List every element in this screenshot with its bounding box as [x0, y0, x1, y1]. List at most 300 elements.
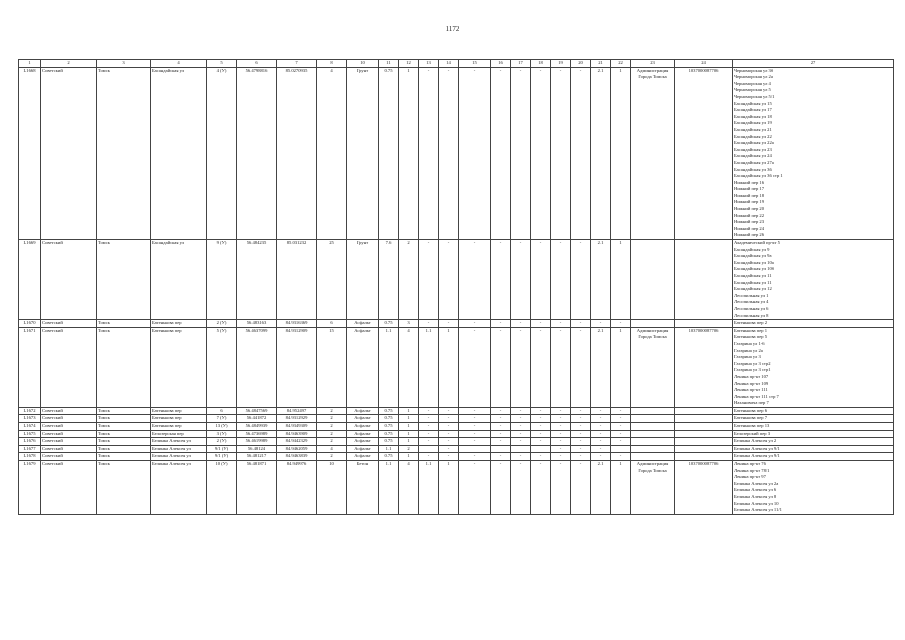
table-cell: -	[459, 320, 491, 328]
table-cell: Администрация Города Томска	[631, 327, 675, 407]
table-cell: Томск	[97, 430, 151, 438]
table-cell: 0.75	[379, 67, 399, 239]
table-row	[19, 320, 894, 328]
table-cell	[631, 240, 675, 320]
table-cell: 7 (У)	[207, 415, 237, 423]
table-cell: -	[419, 430, 439, 438]
table-cell: Грунт	[347, 67, 379, 239]
address-line: Гагарина ул 3 стр2	[734, 360, 771, 366]
address-line: Батенькова пер 1	[734, 327, 767, 333]
table-cell: Советский	[41, 320, 97, 328]
table-cell: 84.9316369	[277, 320, 317, 328]
address-line: Батенькова пер 7	[734, 415, 767, 421]
address-line: Белинка Алексея ул 9/1	[734, 453, 780, 459]
table-row	[19, 453, 894, 461]
address-line: Басандайская ул 36 стр 1	[734, 173, 783, 179]
table-cell: 1037000087706	[675, 461, 733, 515]
table-cell: -	[531, 415, 551, 423]
address-line: Гагарина ул 3	[734, 354, 761, 360]
table-cell: -	[611, 438, 631, 446]
table-cell: -	[531, 327, 551, 407]
column-header: 2	[41, 60, 97, 68]
table-cell: -	[571, 240, 591, 320]
table-cell: -	[459, 67, 491, 239]
table-cell: -	[419, 240, 439, 320]
table-cell: Советский	[41, 415, 97, 423]
table-cell: -	[491, 67, 511, 239]
table-cell: -	[439, 67, 459, 239]
table-cell: L1675	[19, 430, 41, 438]
table-cell: -	[591, 430, 611, 438]
table-cell: -	[439, 320, 459, 328]
table-cell: 1.1	[379, 445, 399, 453]
address-line: Басандайская ул 22	[734, 133, 772, 139]
table-cell: Советский	[41, 423, 97, 431]
table-cell: L1676	[19, 438, 41, 446]
table-cell: 85.031232	[277, 240, 317, 320]
address-line: Лесопильная ул 4	[734, 299, 769, 305]
table-cell: -	[511, 430, 531, 438]
register-table	[18, 59, 894, 515]
table-cell: 84.9442329	[277, 438, 317, 446]
address-line: Ленина пр-кт 78/1	[734, 467, 770, 473]
table-cell: -	[439, 423, 459, 431]
table-cell: 1	[399, 438, 419, 446]
column-header: 12	[399, 60, 419, 68]
table-cell: -	[551, 407, 571, 415]
table-cell: -	[419, 320, 439, 328]
table-cell: L1678	[19, 453, 41, 461]
table-cell: -	[459, 438, 491, 446]
table-cell: Томск	[97, 67, 151, 239]
table-cell: -	[531, 407, 551, 415]
address-line: Басандайская ул 21	[734, 126, 772, 132]
table-cell: -	[611, 407, 631, 415]
address-line: Белинка Алексея ул 10	[734, 500, 779, 506]
addresses-cell	[733, 438, 894, 446]
table-cell: 25	[317, 240, 347, 320]
table-cell: 1.1	[379, 461, 399, 515]
address-line: Батенькова пер 13	[734, 423, 770, 429]
table-cell	[511, 445, 531, 453]
address-line: Нахановича пер 7	[734, 400, 769, 406]
table-cell: -	[419, 438, 439, 446]
table-cell: -	[439, 240, 459, 320]
table-cell	[611, 445, 631, 453]
address-line: Ленина пр-кт 107	[734, 373, 769, 379]
table-cell	[675, 240, 733, 320]
table-cell: 1	[611, 461, 631, 515]
table-cell: -	[439, 415, 459, 423]
table-cell: 2.1	[591, 240, 611, 320]
column-header: 18	[531, 60, 551, 68]
table-cell: 56.4637099	[237, 327, 277, 407]
table-cell: 2	[317, 423, 347, 431]
table-cell: Томск	[97, 438, 151, 446]
column-header: 4	[151, 60, 207, 68]
address-line: Басандайская ул 15	[734, 100, 772, 106]
table-cell: -	[511, 423, 531, 431]
column-header: 7	[277, 60, 317, 68]
table-cell: Батенькова пер	[151, 415, 207, 423]
address-line: Белинка Алексея ул 2	[734, 438, 777, 444]
address-line: Белинка Алексея ул 2а	[734, 480, 779, 486]
table-cell	[675, 320, 733, 328]
address-line: Нижний пер 23	[734, 219, 765, 225]
table-cell: -	[571, 453, 591, 461]
table-cell: -	[611, 430, 631, 438]
table-cell: -	[591, 445, 611, 453]
address-line: Басандайская ул 12	[734, 286, 772, 292]
table-cell: -	[419, 415, 439, 423]
table-cell: -	[571, 423, 591, 431]
column-header: 15	[459, 60, 491, 68]
table-cell: -	[491, 415, 511, 423]
addresses-cell	[733, 327, 894, 407]
table-cell	[631, 407, 675, 415]
address-line: Академический пр-кт 5	[734, 240, 780, 246]
table-cell: -	[611, 453, 631, 461]
address-line: Черноморская ул 2а	[734, 74, 773, 80]
address-line: Белинка Алексея ул 6	[734, 487, 777, 493]
header-row	[19, 60, 894, 68]
table-row	[19, 327, 894, 407]
table-cell: Асфальт	[347, 453, 379, 461]
table-cell: -	[459, 415, 491, 423]
addresses-cell	[733, 407, 894, 415]
table-cell: 85.0270935	[277, 67, 317, 239]
table-cell: 4	[317, 445, 347, 453]
table-cell: -	[531, 438, 551, 446]
table-cell: -	[591, 453, 611, 461]
addresses-cell	[733, 240, 894, 320]
table-cell: Батенькова пер	[151, 423, 207, 431]
address-line: Басандайская ул 27а	[734, 159, 774, 165]
table-cell: -	[611, 320, 631, 328]
table-cell: -	[439, 453, 459, 461]
address-line: Нижний пер 24	[734, 225, 765, 231]
table-cell: Батенькова пер	[151, 320, 207, 328]
table-row	[19, 67, 894, 239]
table-cell: -	[571, 407, 591, 415]
table-cell	[631, 453, 675, 461]
table-cell: 3	[399, 320, 419, 328]
column-header: 11	[379, 60, 399, 68]
table-cell: -	[459, 407, 491, 415]
table-cell: -	[531, 453, 551, 461]
table-cell: 6	[207, 407, 237, 415]
table-cell: -	[531, 320, 551, 328]
table-cell: -	[611, 415, 631, 423]
table-cell: 0.75	[379, 453, 399, 461]
table-cell: -	[591, 415, 611, 423]
table-row	[19, 430, 894, 438]
table-cell: 5 (У)	[207, 327, 237, 407]
address-line: Нижний пер 20	[734, 206, 765, 212]
table-cell: -	[531, 240, 551, 320]
table-cell: -	[459, 453, 491, 461]
table-cell: 0.75	[379, 423, 399, 431]
address-line: Белинка Алексея ул 9/1	[734, 445, 780, 451]
table-row	[19, 423, 894, 431]
table-cell: Томск	[97, 320, 151, 328]
table-cell: -	[491, 453, 511, 461]
table-cell: 1	[399, 453, 419, 461]
table-cell: -	[551, 67, 571, 239]
table-cell: 9 (У)	[207, 240, 237, 320]
table-cell: 56.48124	[237, 445, 277, 453]
table-cell: 2	[317, 407, 347, 415]
table-cell: -	[551, 430, 571, 438]
table-cell: L1677	[19, 445, 41, 453]
address-line: Нижний пер 19	[734, 199, 765, 205]
address-line: Басандайская ул 17	[734, 107, 772, 113]
table-cell: Томск	[97, 453, 151, 461]
table-cell: 10 (У)	[207, 461, 237, 515]
table-cell: Асфальт	[347, 438, 379, 446]
column-header: 24	[675, 60, 733, 68]
table-cell: -	[459, 240, 491, 320]
table-cell: 1	[439, 461, 459, 515]
table-cell: -	[551, 327, 571, 407]
table-cell: 1	[439, 327, 459, 407]
table-cell	[675, 415, 733, 423]
column-header: 19	[551, 60, 571, 68]
table-cell: -	[591, 423, 611, 431]
table-cell: -	[571, 67, 591, 239]
table-cell: Томск	[97, 461, 151, 515]
table-cell: -	[419, 67, 439, 239]
table-cell: Томск	[97, 445, 151, 453]
address-line: Батенькова пер 2	[734, 320, 767, 326]
table-cell: 84.949976	[277, 461, 317, 515]
table-cell: 84.9463909	[277, 430, 317, 438]
address-line: Лесопильная ул 8	[734, 312, 769, 318]
table-cell: -	[491, 430, 511, 438]
table-cell: -	[491, 461, 511, 515]
addresses-cell	[733, 320, 894, 328]
table-cell: 6	[317, 320, 347, 328]
address-line: Нижний пер 17	[734, 186, 765, 192]
table-row	[19, 461, 894, 515]
table-cell: Белинка Алексея ул	[151, 453, 207, 461]
table-cell: 56.4736989	[237, 430, 277, 438]
table-cell: 1	[399, 407, 419, 415]
address-line: Ленина пр-кт 76	[734, 461, 766, 467]
table-cell: 84.9349309	[277, 423, 317, 431]
table-cell: Асфальт	[347, 415, 379, 423]
table-cell: L1673	[19, 415, 41, 423]
table-cell: 2.1	[591, 327, 611, 407]
table-cell	[491, 445, 511, 453]
table-cell: Советский	[41, 445, 97, 453]
table-cell: Советский	[41, 453, 97, 461]
table-cell: 2 (У)	[207, 438, 237, 446]
table-cell: Белозерская пер	[151, 430, 207, 438]
column-header: 10	[347, 60, 379, 68]
column-header: 20	[571, 60, 591, 68]
table-cell: 0.75	[379, 430, 399, 438]
address-line: Ленина пр-кт 109	[734, 380, 769, 386]
table-cell: 1	[611, 327, 631, 407]
table-cell: Томск	[97, 423, 151, 431]
table-cell: 10	[317, 461, 347, 515]
table-cell: -	[419, 453, 439, 461]
table-cell: -	[511, 461, 531, 515]
table-cell: 84.9312929	[277, 415, 317, 423]
address-line: Гагарина ул 1-6	[734, 340, 765, 346]
address-line: Батенькова пер 6	[734, 407, 767, 413]
table-cell: -	[511, 67, 531, 239]
address-line: Белозерский пер 3	[734, 430, 770, 436]
table-cell: -	[511, 415, 531, 423]
addresses-cell	[733, 445, 894, 453]
table-cell: 9/1 (У)	[207, 445, 237, 453]
table-cell: -	[439, 445, 459, 453]
table-cell: -	[551, 461, 571, 515]
table-cell: 56.483163	[237, 320, 277, 328]
table-cell: -	[439, 430, 459, 438]
table-cell: Белинка Алексея ул	[151, 438, 207, 446]
table-row	[19, 438, 894, 446]
column-header: 17	[511, 60, 531, 68]
column-header: 1	[19, 60, 41, 68]
table-cell: 2.1	[591, 461, 611, 515]
table-cell: Бетон	[347, 461, 379, 515]
table-cell: -	[591, 407, 611, 415]
table-cell: 4	[399, 461, 419, 515]
table-cell: -	[591, 320, 611, 328]
table-cell: Советский	[41, 327, 97, 407]
table-cell: -	[459, 327, 491, 407]
table-cell: Басандайская ул	[151, 240, 207, 320]
table-cell: -	[419, 423, 439, 431]
table-cell: -	[491, 240, 511, 320]
column-header: 21	[591, 60, 611, 68]
table-cell: 1.1	[419, 327, 439, 407]
address-line: Нижний пер 18	[734, 192, 765, 198]
table-cell	[631, 320, 675, 328]
table-cell: -	[551, 453, 571, 461]
address-line: Басандайская ул 19	[734, 120, 772, 126]
column-header: 3	[97, 60, 151, 68]
table-cell: 1	[399, 430, 419, 438]
table-cell: 4	[399, 327, 419, 407]
address-line: Гагарина ул 3 стр1	[734, 367, 771, 373]
table-cell: 0.75	[379, 320, 399, 328]
column-header: 13	[419, 60, 439, 68]
address-line: Басандайская ул 22а	[734, 140, 774, 146]
table-row	[19, 240, 894, 320]
table-cell: -	[551, 423, 571, 431]
table-cell: 2	[399, 445, 419, 453]
address-line: Басандайская ул 36	[734, 166, 772, 172]
address-line: Нижний пер 16	[734, 179, 765, 185]
table-cell: 0.75	[379, 438, 399, 446]
table-cell: Советский	[41, 407, 97, 415]
address-line: Черноморская ул 5	[734, 87, 771, 93]
column-header: 27	[733, 60, 894, 68]
table-cell: Асфальт	[347, 430, 379, 438]
table-cell: Асфальт	[347, 445, 379, 453]
table-row	[19, 415, 894, 423]
table-cell: 15	[317, 327, 347, 407]
table-cell: 84.9312909	[277, 327, 317, 407]
table-cell: Белинка Алексея ул	[151, 461, 207, 515]
table-cell: -	[491, 407, 511, 415]
table-cell: -	[551, 445, 571, 453]
address-line: Черноморская ул 3б	[734, 67, 774, 73]
table-cell: Администрация Города Томска	[631, 67, 675, 239]
table-cell: Асфальт	[347, 423, 379, 431]
table-cell: -	[511, 453, 531, 461]
addresses-cell	[733, 430, 894, 438]
table-cell: Батенькова пер	[151, 407, 207, 415]
table-cell: Советский	[41, 67, 97, 239]
address-line: Басандайская ул 9а	[734, 253, 772, 259]
table-cell: 1	[399, 423, 419, 431]
table-cell: 1037000087706	[675, 327, 733, 407]
address-line: Басандайская ул 10б	[734, 266, 775, 272]
table-cell: L1669	[19, 240, 41, 320]
address-line: Ленина пр-кт 111 стр 7	[734, 393, 779, 399]
column-header: 23	[631, 60, 675, 68]
table-cell: 3 (У)	[207, 430, 237, 438]
table-cell: -	[511, 327, 531, 407]
table-cell: 56.4847569	[237, 407, 277, 415]
address-line: Басандайская ул 10а	[734, 259, 774, 265]
table-cell: 2	[399, 240, 419, 320]
table-cell: 1.1	[379, 327, 399, 407]
table-cell: -	[571, 320, 591, 328]
table-cell: 2.1	[591, 67, 611, 239]
table-cell	[631, 438, 675, 446]
table-cell: 1	[611, 67, 631, 239]
table-cell: -	[571, 327, 591, 407]
table-cell	[631, 430, 675, 438]
table-cell	[675, 430, 733, 438]
table-cell: Асфальт	[347, 320, 379, 328]
table-cell: Басандайская ул	[151, 67, 207, 239]
table-cell: -	[531, 430, 551, 438]
table-cell: -	[551, 415, 571, 423]
address-line: Басандайская ул 24	[734, 153, 772, 159]
table-cell: 56.4798816	[237, 67, 277, 239]
table-cell: 2	[317, 430, 347, 438]
table-cell: -	[571, 445, 591, 453]
table-cell: 1	[399, 67, 419, 239]
table-cell: -	[551, 240, 571, 320]
table-cell: -	[511, 320, 531, 328]
table-cell: L1668	[19, 67, 41, 239]
table-cell: -	[551, 320, 571, 328]
table-cell: 2 (У)	[207, 320, 237, 328]
column-header: 8	[317, 60, 347, 68]
addresses-cell	[733, 453, 894, 461]
table-cell: -	[551, 438, 571, 446]
table-cell: 84.9463839	[277, 453, 317, 461]
table-cell: Советский	[41, 240, 97, 320]
table-cell	[459, 445, 491, 453]
table-cell: 7.6	[379, 240, 399, 320]
table-cell: 2	[317, 438, 347, 446]
address-line: Нижний пер 22	[734, 212, 765, 218]
table-cell: 1037000087706	[675, 67, 733, 239]
table-cell: -	[491, 423, 511, 431]
table-cell	[675, 453, 733, 461]
address-line: Батенькова пер 5	[734, 334, 767, 340]
table-cell: -	[511, 438, 531, 446]
